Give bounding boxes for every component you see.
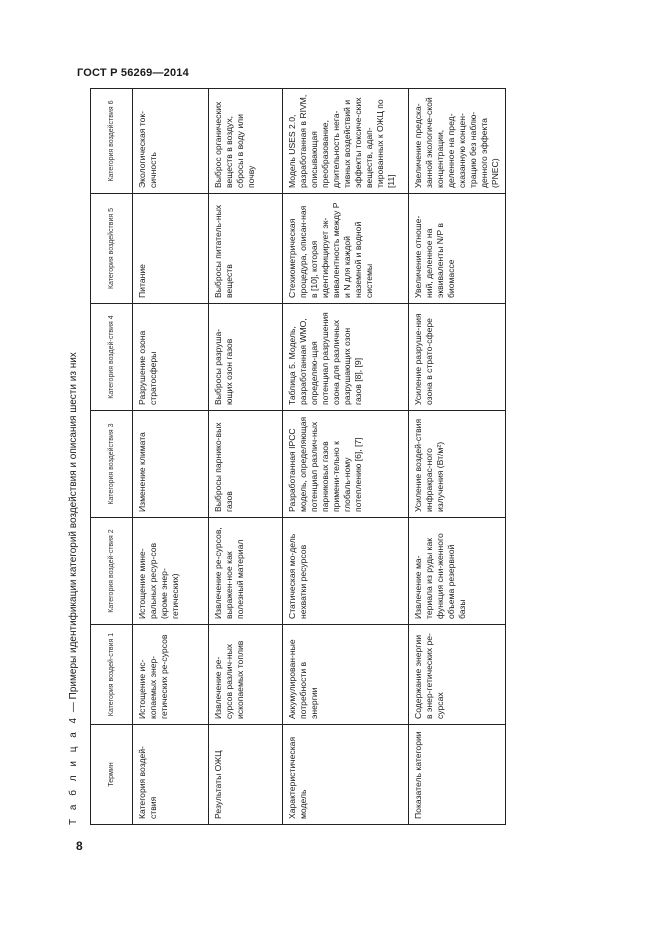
table-cell: Модель USES 2.0, разработанная в RIVM, описывающая преобразование, длительность нега-тивных воздействий и эффекты токсиче-ских веществ, адап-тированных к ОЖЦ по [11] [283,89,409,194]
table-cell: Выброс органических веществ в воздух, сбросы в воду или почву [209,89,283,194]
column-header-category-4: Категория воздей-ствия 4 [91,304,133,411]
table-row [409,89,506,825]
table-cell: Таблица 5. Модель, разработанная WMO, определяю-щая потенциал разрушения озона для различных разрушающих озон газов [8], [9] [283,304,409,411]
table-row [283,89,409,825]
table-cell: Стехиометрическая процедура, описан-ная в [10], которая идентифицирует эк-вивалентность между P и N для каждой наземной и водной системы [283,194,409,304]
document-header: ГОСТ Р 56269—2014 [77,67,189,79]
table-cell: Извлечение ре-сурсов различ-ных ископаемых топлив [209,625,283,725]
table-cell: Выбросы питатель-ных веществ [209,194,283,304]
table-cell: Питание [133,194,209,304]
table-caption-text: — Примеры идентификации категорий воздействия и описания шести из них [68,352,79,715]
table-caption [68,352,84,825]
table-cell: Усиление разруше-ния озона в страто-сфере [409,304,506,411]
row-term: Результаты ОЖЦ [209,725,283,825]
table-cell: Изменение климата [133,411,209,518]
table-row [209,89,283,825]
table-cell: Извлечение ма-териала из руды как функция сни-женного объема резервной базы [409,518,506,625]
row-term: Показатель категории [409,725,506,825]
column-header-category-1: Категория воздей-ствия 1 [91,625,133,725]
page-number: 8 [76,839,83,853]
column-header-term: Термин [91,725,133,825]
table-cell: Истощение ис-копаемых энер-гетических ре-сурсов [133,625,209,725]
column-header-category-5: Категория воздействия 5 [91,194,133,304]
impact-categories-table [90,88,506,825]
row-term: Характеристическая модель [283,725,409,825]
table-cell: Усиление воздей-ствия инфракрас-ного излучения (Вт/м²) [409,411,506,518]
table-cell: Экологическая ток-сичность [133,89,209,194]
table-cell: Содержание энергии в энер-гетических ре-сурсах [409,625,506,725]
column-header-category-6: Категория воздействия 6 [91,89,133,194]
table-cell: Аккумулирован-ные потребности в энергии [283,625,409,725]
table-cell: Статическая мо-дель нехватки ресурсов [283,518,409,625]
table-caption-prefix: Т а б л и ц а 4 [68,714,79,825]
table-cell: Выбросы разруша-ющих озон газов [209,304,283,411]
table-cell: Разработанная IPCC модель, определяющая потенциал различ-ных парниковых газов примени-тельно к глобаль-ному потеплению [6], [7] [283,411,409,518]
column-header-category-3: Категория воздействия 3 [91,411,133,518]
table-header-row [91,89,133,825]
column-header-category-2: Категория воздей-ствия 2 [91,518,133,625]
table-row [133,89,209,825]
table-cell: Увеличение отноше-ний, деленное на эквиваленты N/P в биомассе [409,194,506,304]
table-cell: Выбросы парнико-вых газов [209,411,283,518]
table-cell: Извлечение ре-сурсов, выражен-ное как полезный материал [209,518,283,625]
row-term: Категория воздей-ствия [133,725,209,825]
table-cell: Истощение мине-ральных ресур-сов (кроме энер-гетических) [133,518,209,625]
table-cell: Увеличение предска-занной экологиче-ской концентрации, деленное на пред-сказанную концен-трацию без наблю-денного эффекта (PNEC) [409,89,506,194]
table-cell: Разрушение озона стратосферы [133,304,209,411]
rotated-table-block [68,89,500,825]
